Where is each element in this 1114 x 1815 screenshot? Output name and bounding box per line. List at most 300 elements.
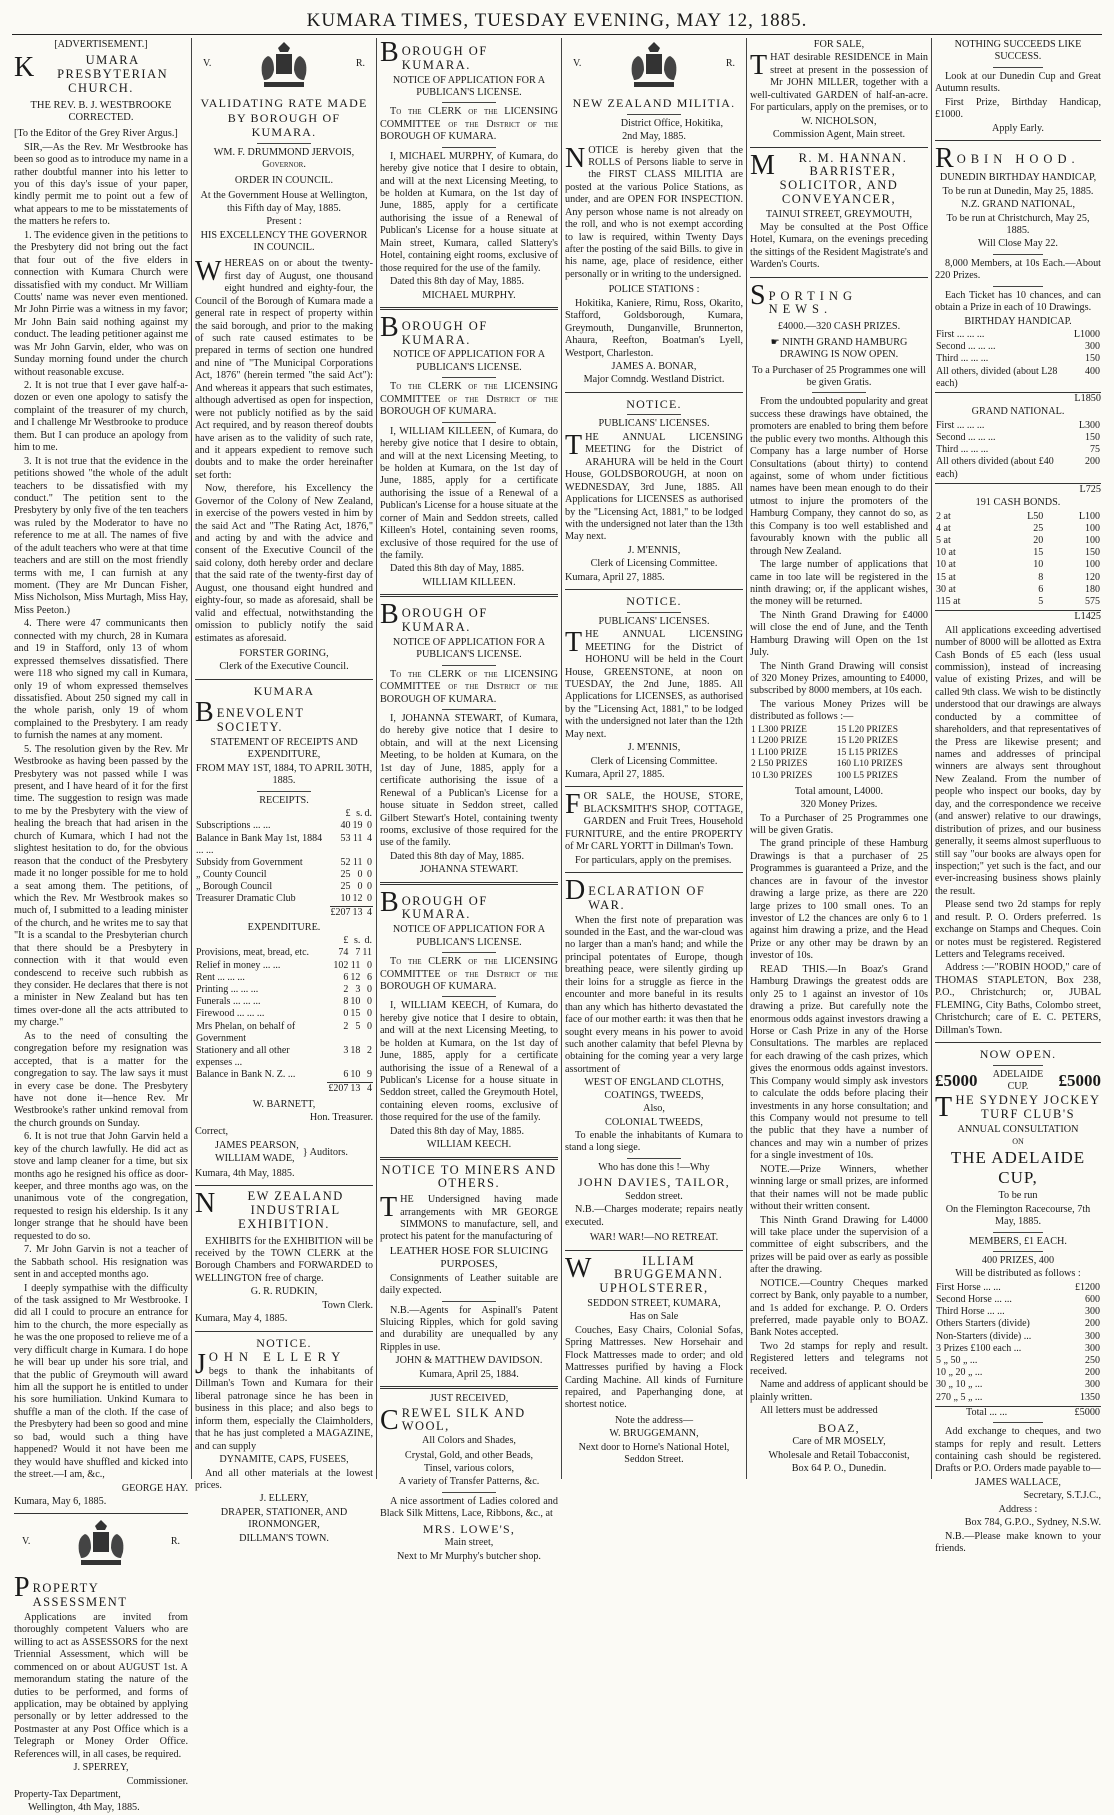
paragraph: READ THIS.—In Boaz's Grand Hamburg Drawings the greatest odds are only 25 to 1 against an investor of 10s drawing a prize. But carefully note the enormous odds against investors drawing a Horse or Cash Prize in any of the Horse Consultations. The marbles are replaced for each drawing of the cash prizes, which gives the enormous odds against investors. This Company would simply ask investors to calculate the odds before placing their investments in any horse consultation; and this Company would not presume to tell the public that they have a number of chances and may win a number of prizes for a single investment of 10s. (750, 963, 928, 1162)
divider (442, 1301, 495, 1302)
table-row (195, 960, 373, 972)
table-cell: 0 (357, 869, 363, 881)
divider (442, 952, 495, 953)
divider (993, 1065, 1043, 1066)
paragraph: 8,000 Members, at 10s Each.—About 220 Prizes. (935, 257, 1101, 282)
event-line: To be run at Dunedin, May 25, 1885. (942, 185, 1094, 197)
dropcap: J (195, 1349, 206, 1381)
license-notice-killeen (380, 311, 558, 589)
table-header-cell: £ (343, 935, 349, 947)
prize-amount: £5000 (1058, 1070, 1101, 1090)
signature: FORSTER GORING, (239, 647, 329, 659)
table-cell: „ County Council (196, 869, 267, 881)
divider (14, 1513, 188, 1514)
table-cell: 25 (340, 881, 351, 893)
signature: GEORGE HAY. (121, 1482, 188, 1494)
for-sale-heading: FOR SALE, (813, 39, 865, 50)
dropcap: T (935, 1092, 953, 1124)
ad-line: To a Purchaser of 25 Programmes one will be given Gratis. (752, 364, 926, 388)
table-cell: 11 (350, 959, 361, 971)
table-cell: 0 (367, 820, 372, 832)
table-cell: 100 (1085, 559, 1100, 571)
editor-line: [To the Editor of the Grey River Argus.] (14, 128, 178, 140)
table-cell: First ... ... ... (936, 419, 985, 431)
paragraph: Each Ticket has 10 chances, and can obtain a Prize in each of 10 Drawings. (935, 289, 1101, 314)
paragraph: HE ANNUAL LICENSING MEETING for the District of HOHONU will be held in the Court House, GREENSTONE, at noon on TUESDAY, the 2nd June, 1885. All Applications for LICENSES, as authorised by the "Licensing Act, 1881," to be lodged with the undersigned not later than the 12th May next. (565, 629, 743, 740)
addressee: To the CLERK of the LICENSING COMMITTEE of the District of the BOROUGH OF KUMARA. (380, 956, 558, 992)
table-cell: 0 (367, 881, 372, 893)
table-cell: First ... ... ... (936, 329, 985, 341)
crest-r: R. (170, 1536, 180, 1548)
divider (442, 1492, 495, 1493)
paragraph: From the undoubted popularity and great success these drawings have obtained, the promoters are enabled to bring them before the public every two months. Although this Company has a large number of Horse Consultations (about thirty) to contend against, some of whom under fictitious names have been mean enough to do their utmost to injure the promoters of the Hamburg Company, they cannot do so, as this Company is too well established and favourably known with the public all through New Zealand. (750, 396, 928, 557)
paragraph: 3. It is not true that the evidence in the petitions showed "the whole of the adult teachers to be dissatisfied with my conduct." The petition sent to the Presbytery by only five of the ten teachers was ruled by the Moderator to have no reference to me at all. The names of five of the adult teachers who were at that time teachers and are still on the most friendly terms with me, I can furnish at any moment. (They are Mr Duncan Fisher, Miss Nicholson, Miss Murtagh, Miss Hay, Miss Peeton.) (14, 455, 188, 616)
adelaide-cup-table (935, 1282, 1101, 1404)
table-row (195, 869, 373, 881)
hannan-heading (750, 149, 928, 207)
dateline: 2nd May, 1885. (622, 131, 686, 143)
paragraph: Name and address of applicant should be plainly written. (750, 1379, 928, 1403)
signature: JOHANNA STEWART. (419, 864, 519, 876)
event-title: THE ADELAIDE CUP, (950, 1147, 1086, 1188)
table-cell: 10 (350, 996, 361, 1008)
table-cell: 15 L15 PRIZES (836, 747, 898, 758)
divider (380, 594, 558, 597)
table-row (935, 1355, 1101, 1367)
table-cell: 4 (367, 832, 372, 844)
table-cell: 270 „ 5 „ ... (936, 1391, 983, 1403)
table-header-row (195, 935, 373, 947)
event-line: 400 PRIZES, 400 (981, 1254, 1055, 1266)
dateline: Kumara, April 25, 1884. (419, 1368, 519, 1380)
table-total-row (195, 1082, 373, 1095)
paragraph: I, WILLIAM KEECH, of Kumara, do hereby give notice that I desire to obtain, and will at the next Licensing Meeting, to be holden at Kumara, on the 1st day of June, 1885, apply for a certificate authorising the issue of a Renewal of a Publican's License for a house situate in Seddon street, called the Greymouth Hotel, containing eleven rooms, exclusive of those required for the use of the family. (380, 1000, 558, 1124)
signature: JAMES WALLACE, (975, 1476, 1061, 1488)
ad-title: OHN ELLERY (208, 1350, 347, 1365)
dateline: Dated this 8th day of May, 1885. (390, 1125, 525, 1137)
table-cell: 300 (1085, 341, 1100, 353)
table-cell: 0 (367, 869, 372, 881)
table-cell: 10 at (936, 559, 956, 571)
ad-line: Crystal, Gold, and other Beads, (404, 1449, 534, 1461)
dropcap: T (380, 1192, 398, 1224)
table-header-cell: s. (353, 935, 361, 947)
table-row (195, 1021, 373, 1045)
shop-name: BOAZ, (818, 1420, 860, 1435)
table-cell: Printing ... ... ... (196, 984, 259, 995)
table-total-cell (195, 906, 330, 919)
paragraph: Couches, Easy Chairs, Colonial Sofas, Spring Mattresses. New Horsehair and Flock Mattresses made to order; and old Mattresses purified by having a Flock Carding Machine. All kinds of Furniture repaired, and Paperhanging done, at shortest notice. (565, 1324, 743, 1411)
table-cell: 300 (1085, 1342, 1100, 1354)
benevolent-heading (195, 699, 373, 735)
paragraph: And all other materials at the lowest prices. (195, 1467, 373, 1491)
table-cell: 100 L5 PRIZES (836, 771, 898, 782)
table-total-cell: 4 (364, 906, 374, 919)
table-row (750, 748, 928, 760)
robin-hood-heading (935, 143, 1101, 175)
table-cell: 3 Prizes £100 each ... (936, 1342, 1022, 1354)
dropcap: T (565, 627, 583, 659)
divider (812, 392, 865, 393)
sydney-jockey-heading (935, 1094, 1101, 1122)
table-cell: 2 (343, 1020, 349, 1032)
dropcap: B (380, 599, 399, 631)
advert-label: [ADVERTISEMENT.] (54, 39, 148, 50)
table-cell: 120 (1085, 571, 1100, 583)
article-title: UMARA PRESBYTERIAN CHURCH. (57, 53, 169, 95)
table-row (195, 820, 373, 832)
ad-line: A variety of Transfer Patterns, &c. (398, 1476, 540, 1488)
table-cell: 0 (367, 984, 372, 995)
divider (993, 1422, 1043, 1423)
table-cell: L300 (1078, 419, 1100, 431)
paragraph: HE Undersigned having made arrangements with MR GEORGE SIMMONS to manufacture, sell, and protect his patent for the manufacturing of (380, 1194, 558, 1243)
divider (935, 140, 1101, 141)
exhibition-heading (195, 1190, 373, 1231)
signature: WILLIAM KILLEEN. (422, 576, 516, 588)
table-header-cell: £ (345, 808, 351, 820)
location-line: At the Government House at Wellington, this Fifth day of May, 1885. (200, 190, 368, 214)
table-cell: 160 L10 PRIZES (836, 759, 903, 770)
signature-role: Clerk of Licensing Committee. (590, 558, 718, 570)
column-1 (14, 38, 188, 1814)
column-2 (195, 38, 373, 1544)
shop-name: W. BRUGGEMANN, (609, 1428, 699, 1440)
shop-name: MRS. LOWE'S, (422, 1521, 516, 1536)
table-cell: 0 (367, 893, 372, 905)
table-cell: 20 (1033, 535, 1044, 547)
table-total-cell: 4 (361, 1082, 373, 1095)
table-total-cell: £207 (330, 906, 351, 918)
table-cell: 11 (362, 947, 372, 959)
table-total-row (195, 906, 373, 919)
order-line: ORDER IN COUNCIL. (234, 174, 334, 186)
prize-line: £4000.—320 CASH PRIZES. (777, 321, 901, 333)
table-cell: 600 (1085, 1294, 1100, 1306)
divider (993, 254, 1043, 255)
crest-r: R. (725, 58, 735, 69)
table-cell: 300 (1085, 1330, 1100, 1342)
table-heading: GRAND NATIONAL. (971, 406, 1065, 418)
table-total-cell: £207 (328, 1082, 349, 1094)
ad-title: ILLIAM BRUGGEMANN. UPHOLSTERER, (599, 1253, 724, 1296)
table-cell: 15 (1033, 547, 1044, 559)
paragraph: 1. The evidence given in the petitions to the Presbytery did not bring out the fact that four out of the five elders in connection with Kumara Church were dissatisfied with my conduct. Mr William Coutts' name was never even mentioned. Mr John Pirrie was a witness in my favor; Mr John Bain said nothing against my conduct. The leading petitioner against me was Mr John Garvin, elder, who was on Sunday morning found under the church without reasonable excuse. (14, 229, 188, 378)
kumara-heading: KUMARA (253, 683, 315, 698)
grand-national-table (935, 420, 1101, 481)
table-cell: 25 (1033, 522, 1044, 534)
divider (565, 392, 743, 393)
birthday-handicap-table (935, 329, 1101, 390)
table-cell: 300 (1085, 1379, 1100, 1391)
signature-role: Clerk of Licensing Committee. (590, 755, 718, 767)
table-cell: Balance in Bank May 1st, 1884 ... ... (196, 832, 323, 856)
table-row (935, 456, 1101, 480)
paragraph: When the first note of preparation was sounded in the East, and the war-cloud was no larger than a man's hand; and while the principal potentates of Europe, though breathing peace, were silently girding up their loins for a struggle as fierce in the encounter and more baneful in its results than any which has hitherto devastated the face of our mother earth: it was then that he sought every means in his power to avoid such another calamity that befel Plevna by obtaining for the coming year a very large assortment of (565, 914, 743, 1075)
table-cell: 10 at (936, 547, 956, 559)
divider (380, 1157, 558, 1160)
addressee: To the CLERK of the LICENSING COMMITTEE of the District of the BOROUGH OF KUMARA. (380, 106, 558, 143)
table-cell: 8 (1038, 571, 1044, 583)
table-row (935, 1367, 1101, 1379)
divider (380, 882, 558, 885)
column-rule (931, 38, 932, 1479)
table-cell: Subscriptions ... ... (196, 820, 271, 832)
paragraph: As to the need of consulting the congregation before my resignation was accepted, that is a matter for the congregation to say. The law says it must in every case be done. The Presbytery have not done it—hence Rev. Mr Westbrooke's rather unkind removal from the church grounds on Sunday. (14, 1030, 188, 1129)
total-line: L1850 (935, 392, 1101, 405)
table-header-cell: d. (364, 935, 372, 947)
table-row (195, 984, 373, 996)
divider (442, 422, 495, 423)
table-cell: 150 (1085, 353, 1100, 365)
paragraph: All letters must be addressed (760, 1405, 878, 1417)
table-row (935, 1318, 1101, 1330)
ad-title: NOW OPEN. (979, 1047, 1057, 1062)
paragraph: Applications are invited from thoroughly competent Valuers who are willing to act as ASSESSORS for the next Triennial Assessment, which will be commenced on or about AUGUST 1st. A memorandum stating the nature of the duties to be performed, and forms of application, may be obtained by applying personally or by letter addressed to the Postmaster at any Post Office which is a Telegraph or Money Order Office. References will, in all cases, be required. (14, 1611, 188, 1760)
prize-amount: £5000 (935, 1070, 978, 1090)
table-cell: 30 at (936, 583, 956, 595)
paragraph: Add exchange to cheques, and two stamps for reply and result. Letters containing cash should be registered. Drafts or P.O. Orders made payable to— (935, 1426, 1101, 1475)
divider (750, 147, 928, 148)
table-row (750, 725, 928, 737)
council-line: HIS EXCELLENCY THE GOVERNOR IN COUNCIL. (200, 229, 368, 253)
divider (750, 277, 928, 278)
table-row (935, 511, 1101, 523)
notice-heading: NOTICE. (256, 1335, 312, 1350)
table-heading: 191 CASH BONDS. (975, 497, 1061, 509)
paragraph: For particulars, apply on the premises. (575, 854, 732, 866)
table-cell: 300 (1085, 1306, 1100, 1318)
column-3 (380, 37, 558, 1562)
address-line: Box 784, G.P.O., Sydney, N.S.W. (964, 1517, 1101, 1529)
paragraph: OTICE is hereby given that the ROLLS of Persons liable to serve in the FIRST CLASS MILITIA are posted at the various Police Stations, as under, and are OPEN FOR INSPECTION. Any person whose name is not already on the roll, and who is not exempt according to law is required, within Twenty Days after the posting of the said Bills. to give in his name, age, place of residence, either personally or in writing to the undersigned. (565, 144, 743, 280)
table-row (195, 893, 373, 906)
auditors-label: } Auditors. (302, 1146, 348, 1158)
table-row (195, 1069, 373, 1082)
table-cell: Relief in money ... ... (196, 959, 281, 971)
total-row (935, 1406, 1101, 1419)
militia-notice (565, 142, 743, 282)
divider (993, 67, 1043, 68)
dropcap: K (14, 52, 35, 84)
auditors-block (195, 1139, 373, 1167)
dropcap: B (380, 311, 399, 343)
table-row (195, 1045, 373, 1069)
table-row (935, 1343, 1101, 1355)
table-cell: 2 at (936, 510, 951, 522)
signature-role: Town Clerk. (322, 1299, 373, 1311)
table-cell: 575 (1085, 596, 1100, 607)
total-line: L725 (935, 483, 1101, 496)
table-row (935, 535, 1101, 547)
ad-line: Box 64 P. O., Dunedin. (791, 1463, 887, 1475)
signature-role: DRAPER, STATIONER, AND IRONMONGER, (220, 1506, 348, 1531)
table-cell: 150 (1085, 547, 1100, 559)
table-cell: 12 (350, 971, 361, 983)
divider (993, 1232, 1043, 1233)
cash-bonds-table (935, 511, 1101, 609)
divider (257, 143, 310, 144)
ad-title: EW ZEALAND INDUSTRIAL EXHIBITION. (238, 1189, 344, 1231)
table-row (935, 596, 1101, 608)
table-cell: Firewood ... ... ... (196, 1008, 265, 1020)
total-line: L1425 (935, 610, 1101, 623)
table-row (935, 1392, 1101, 1404)
table-cell: 19 (352, 820, 363, 832)
table-cell: Second ... ... ... (936, 432, 996, 444)
table-cell: 74 (338, 947, 349, 959)
dropcap: B (380, 886, 399, 918)
dateline: Dated this 8th day of May, 1885. (390, 276, 525, 288)
notice-subtitle: PUBLICANS' LICENSES. (598, 615, 710, 627)
table-cell: 18 (350, 1044, 361, 1056)
paragraph: OR SALE, the HOUSE, STORE, BLACKSMITH'S SHOP, COTTAGE, GARDEN and Fruit Trees, Household FURNITURE, and the entire PROPERTY of Mr CARL YORTT in Dillman's Town. (565, 791, 743, 853)
table-cell: L1000 (1073, 329, 1100, 341)
ad-line: Wholesale and Retail Tobacconist, (768, 1449, 910, 1461)
table-cell: 15 at (936, 571, 956, 583)
paragraph: 4. There were 47 communicants then connected with my church, 28 in Kumara and 19 in Stafford, only 13 of whom expressed themselves dissatisfied. There were 118 who signed my call in Kumara, only 19 of whom expressed themselves dissatisfied. About 250 signed my call in the whole parish, only 19 of whom complained to the Presbytery. I am ready to furnish the names at any moment. (14, 618, 188, 742)
miners-notice (380, 1194, 558, 1244)
table-cell: Second Horse ... ... (936, 1294, 1012, 1306)
divider (442, 102, 495, 103)
paragraph: N.B.—Please make known to your friends. (935, 1530, 1101, 1555)
total-line: Total amount, L4000. (794, 785, 884, 797)
notice-subtitle: NOTICE OF APPLICATION FOR A PUBLICAN'S LICENSE. (392, 924, 546, 948)
table-cell: 11 (352, 832, 363, 844)
dropcap: C (380, 1404, 399, 1436)
dateline: Kumara, April 27, 1885. (565, 769, 665, 780)
table-cell: 3 (343, 1044, 349, 1056)
paragraph: I, MICHAEL MURPHY, of Kumara, do hereby give notice that I desire to obtain, and will at the next Licensing Meeting, to be holden at Kumara, on the 1st day of June, 1885, apply for a certificate authorising the issue of a Renewal of Publican's License for a house situate at Main street, Kumara, called Slattery's Hotel, containing eight rooms, exclusive of those required for the use of the family. (380, 150, 558, 274)
column-rule (191, 38, 192, 1479)
office-line: District Office, Hokitika, (620, 117, 723, 129)
masthead-rule (12, 34, 1102, 35)
property-assessment-heading (14, 1574, 188, 1610)
paragraph: To enable the inhabitants of Kumara to stand a long siege. (565, 1130, 743, 1154)
notice-heading: NOTICE. (626, 396, 682, 411)
signature-role: Major Comndg. Westland District. (583, 374, 725, 386)
table-cell: 0 (357, 881, 363, 893)
license-notice-murphy (380, 39, 558, 302)
license-notice-stewart (380, 601, 558, 876)
table-row (935, 1331, 1101, 1343)
notice-title: OROUGH OF KUMARA. (401, 318, 488, 347)
table-cell: 15 L20 PRIZES (836, 724, 898, 735)
dropcap: D (565, 875, 586, 907)
table-cell: 102 (333, 959, 349, 971)
table-cell: 115 at (936, 596, 961, 607)
table-cell: 5 (355, 1020, 361, 1032)
table-row (750, 736, 928, 748)
paragraph: Please send two 2d stamps for reply and result. P. O. Orders preferred. 1s exchange on Stamps and Cheques. Coin or notes must be registered. Registered Letters and Telegrams received. (935, 899, 1101, 960)
street-line: Seddon street. (625, 1190, 683, 1202)
paragraph: Look at our Dunedin Cup and Great Autumn results. (935, 70, 1101, 95)
dropcap: T (565, 429, 583, 461)
table-cell: Rent ... ... ... (196, 971, 245, 983)
table-cell: 250 (1085, 1354, 1100, 1366)
table-row (195, 1008, 373, 1020)
table-cell: Funerals ... ... ... (196, 996, 261, 1008)
addressee: To the CLERK of the LICENSING COMMITTEE of the District of the BOROUGH OF KUMARA. (380, 668, 558, 705)
divider (257, 791, 310, 792)
notice-title: VALIDATING RATE MADE BY BOROUGH OF KUMARA. (200, 96, 368, 140)
table-cell: Non-Starters (divide) ... (936, 1330, 1032, 1342)
table-row (935, 1306, 1101, 1318)
table-cell: Third ... ... ... (936, 353, 989, 365)
paragraph: Two 2d stamps for reply and result. Registered letters and telegrams not received. (750, 1340, 928, 1377)
table-cell: 53 (340, 832, 351, 844)
table-cell: 100 (1085, 535, 1100, 547)
drawing-heading: NINTH GRAND HAMBURG DRAWING IS NOW OPEN. (779, 336, 908, 361)
table-row (935, 353, 1101, 365)
event-line: To be run at Christchurch, May 25, 1885. (946, 212, 1090, 236)
table-cell: Mrs Phelan, on behalf of Government (196, 1020, 296, 1044)
ad-line: Tinsel, various colors, (423, 1463, 515, 1474)
dateline: Dated this 8th day of May, 1885. (390, 563, 525, 575)
notice-title: NEW ZEALAND MILITIA. (572, 96, 736, 110)
dateline: Kumara, May 6, 1885. (14, 1495, 107, 1507)
table-cell: 9 (367, 1069, 372, 1081)
table-row (935, 523, 1101, 535)
ad-line: WAR! WAR!—NO RETREAT. (589, 1232, 719, 1244)
crest-v: V. (573, 58, 582, 69)
ad-line: Apply Early. (992, 122, 1044, 134)
paragraph: The grand principle of these Hamburg Drawings is that a purchaser of 25 Programmes is guaranteed a Prize, and the chances are in favour of the investor drawing a large prize, as there are 220 large prizes to 100 small ones. To an investor of L2 the chances are only 6 to 1 against him drawing a prize, and the Head Prize or any other may be drawn by an investor of 10s. (750, 838, 928, 962)
table-row (935, 420, 1101, 432)
dropcap: B (380, 37, 399, 68)
table-row (935, 584, 1101, 596)
signature: JOHN & MATTHEW DAVIDSON. (395, 1355, 543, 1367)
dateline: Dated this 8th day of May, 1885. (390, 850, 525, 862)
ad-line: Who has done this !—Why (598, 1161, 710, 1173)
paragraph: The Ninth Grand Drawing will consist of 320 Money Prizes, amounting to £4000, subscribed by 8000 members, at 10s each. (750, 660, 928, 697)
dropcap: R (935, 143, 954, 175)
signature-role: Hon. Treasurer. (309, 1112, 373, 1124)
table-cell: 0 (367, 996, 372, 1008)
ad-title: ROPERTY ASSESSMENT (32, 1581, 128, 1610)
dropcap: N (195, 1188, 216, 1220)
table-cell: 40 (340, 820, 351, 832)
table-cell: 10 „ 20 „ ... (936, 1367, 983, 1379)
total-value: £5000 (1074, 1406, 1100, 1418)
divider (195, 1185, 373, 1186)
table-cell: Third ... ... ... (936, 444, 989, 456)
table-row (935, 572, 1101, 584)
presbyterian-heading (14, 54, 188, 95)
notice-heading: NOTICE. (626, 594, 682, 609)
table-cell: 1 L300 PRIZE (751, 724, 807, 735)
table-cell: 11 (352, 856, 363, 868)
divider (935, 1042, 1101, 1043)
addressee: To the CLERK of the LICENSING COMMITTEE of the District of the BOROUGH OF KUMARA. (380, 381, 558, 418)
table-cell: 10 (340, 893, 351, 905)
table-cell: 6 (343, 1069, 349, 1081)
product-line: DYNAMITE, CAPS, FUSEES, (219, 1454, 349, 1466)
signature-role: Secretary, S.T.J.C., (1023, 1490, 1101, 1502)
table-row (935, 432, 1101, 444)
royal-coat-of-arms-icon (624, 40, 684, 92)
product-line: LEATHER HOSE FOR SLUICING PURPOSES, (389, 1244, 549, 1271)
table-row (935, 1379, 1101, 1391)
event-title: DUNEDIN BIRTHDAY HANDICAP, (939, 172, 1097, 184)
royal-crest (195, 40, 373, 94)
expenditure-table (195, 935, 373, 1094)
dropcap: N (565, 142, 586, 174)
license-notice-keech (380, 886, 558, 1152)
signature: G. R. RUDKIN, (250, 1286, 318, 1298)
paragraph: I, WILLIAM KILLEEN, of Kumara, do hereby give notice that I desire to obtain, and will at the next Licensing Meeting, to be holden at Kumara, on the 1st day of June, 1885, apply for a certificate authorising the issue of a Renewal of a Publican's License for a house situate at the corner of Main and Seddon streets, called Killeen's Hotel, containing seven rooms, exclusive of those required for the use of the family. (380, 425, 558, 561)
paragraph: To a Purchaser of 25 Programmes one will be given Gratis. (750, 812, 928, 836)
